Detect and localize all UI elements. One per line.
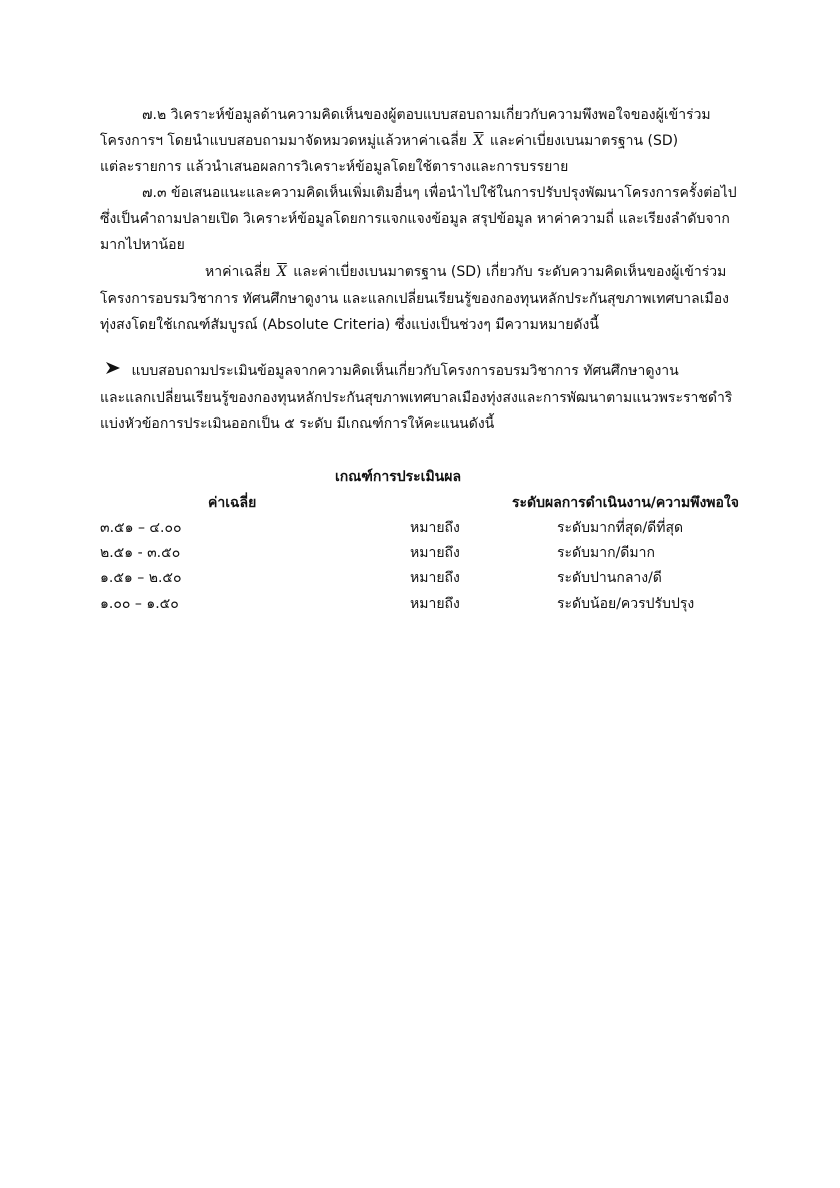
row-3-level: ระดับปานกลาง/ดี xyxy=(557,570,662,586)
header-level: ระดับผลการดำเนินงาน/ความพึงพอใจ xyxy=(512,495,739,511)
criteria-title: เกณฑ์การประเมินผล xyxy=(335,469,462,485)
row-4-range: ๑.๐๐ – ๑.๕๐ xyxy=(100,596,179,612)
arrow-bullet-icon xyxy=(105,360,121,380)
para-7-3-line-3: มากไปหาน้อย xyxy=(100,237,185,253)
bullet-line-1-text: แบบสอบถามประเมินข้อมูลจากความคิดเห็นเกี่ยวกับโครงการอบรมวิชาการ ทัศนศึกษาดูงาน xyxy=(131,363,679,379)
para-7-2-line-1: ๗.๒ วิเคราะห์ข้อมูลด้านความคิดเห็นของผู้ตอบแบบสอบถามเกี่ยวกับความพึงพอใจของผู้เข้าร่วม xyxy=(142,107,711,123)
x-bar-symbol: $\overline{X}$ xyxy=(473,133,484,149)
x-bar-symbol: $\overline{X}$ xyxy=(276,264,287,280)
para-7-3-line-2: ซึ่งเป็นคำถามปลายเปิด วิเคราะห์ข้อมูลโดยการแจกแจงข้อมูล สรุปข้อมูล หาค่าความถี่ และเรียงลำดับจาก xyxy=(100,211,730,227)
para-7-2-line-3: แต่ละรายการ แล้วนำเสนอผลการวิเคราะห์ข้อมูลโดยใช้ตารางและการบรรยาย xyxy=(100,159,569,175)
bullet-line-2: และแลกเปลี่ยนเรียนรู้ของกองทุนหลักประกันสุขภาพเทศบาลเมืองทุ่งสงและการพัฒนาตามแนวพระราชดำริ xyxy=(100,390,733,406)
row-1-range: ๓.๕๑ – ๔.๐๐ xyxy=(100,520,182,536)
row-1-meaning: หมายถึง xyxy=(410,520,460,536)
para-7-2-line-2 xyxy=(100,131,678,151)
para-mean-line-2: โครงการอบรมวิชาการ ทัศนศึกษาดูงาน และแลกเปลี่ยนเรียนรู้ของกองทุนหลักประกันสุขภาพเทศบาลเมือง xyxy=(100,291,729,307)
row-4-meaning: หมายถึง xyxy=(410,596,460,612)
para-mean-line-1-b: และค่าเบี่ยงเบนมาตรฐาน (SD) เกี่ยวกับ ระดับความคิดเห็นของผู้เข้าร่วม xyxy=(293,264,727,280)
row-4-level: ระดับน้อย/ควรปรับปรุง xyxy=(557,596,695,612)
bullet-line-3: แบ่งหัวข้อการประเมินออกเป็น ๕ ระดับ มีเกณฑ์การให้คะแนนดังนี้ xyxy=(100,416,495,432)
header-mean: ค่าเฉลี่ย xyxy=(208,495,257,511)
row-2-range: ๒.๕๑ - ๓.๕๐ xyxy=(100,545,181,561)
para-7-2-line-2-a: โครงการฯ โดยนำแบบสอบถามมาจัดหมวดหมู่แล้วหาค่าเฉลี่ย xyxy=(100,133,467,149)
row-1-level: ระดับมากที่สุด/ดีที่สุด xyxy=(557,520,684,536)
para-mean-line-1 xyxy=(205,262,726,282)
row-3-meaning: หมายถึง xyxy=(410,570,460,586)
row-3-range: ๑.๕๑ – ๒.๕๐ xyxy=(100,570,182,586)
para-7-2-line-2-b: และค่าเบี่ยงเบนมาตรฐาน (SD) xyxy=(489,133,679,149)
bullet-line-1 xyxy=(105,360,679,381)
para-7-3-line-1: ๗.๓ ข้อเสนอแนะและความคิดเห็นเพิ่มเติมอื่นๆ เพื่อนำไปใช้ในการปรับปรุงพัฒนาโครงการครั้งต่อไป xyxy=(142,185,737,201)
para-mean-line-3: ทุ่งสงโดยใช้เกณฑ์สัมบูรณ์ (Absolute Criteria) ซึ่งแบ่งเป็นช่วงๆ มีความหมายดังนี้ xyxy=(100,317,599,333)
row-2-meaning: หมายถึง xyxy=(410,545,460,561)
para-mean-line-1-a: หาค่าเฉลี่ย xyxy=(205,264,271,280)
row-2-level: ระดับมาก/ดีมาก xyxy=(557,545,655,561)
